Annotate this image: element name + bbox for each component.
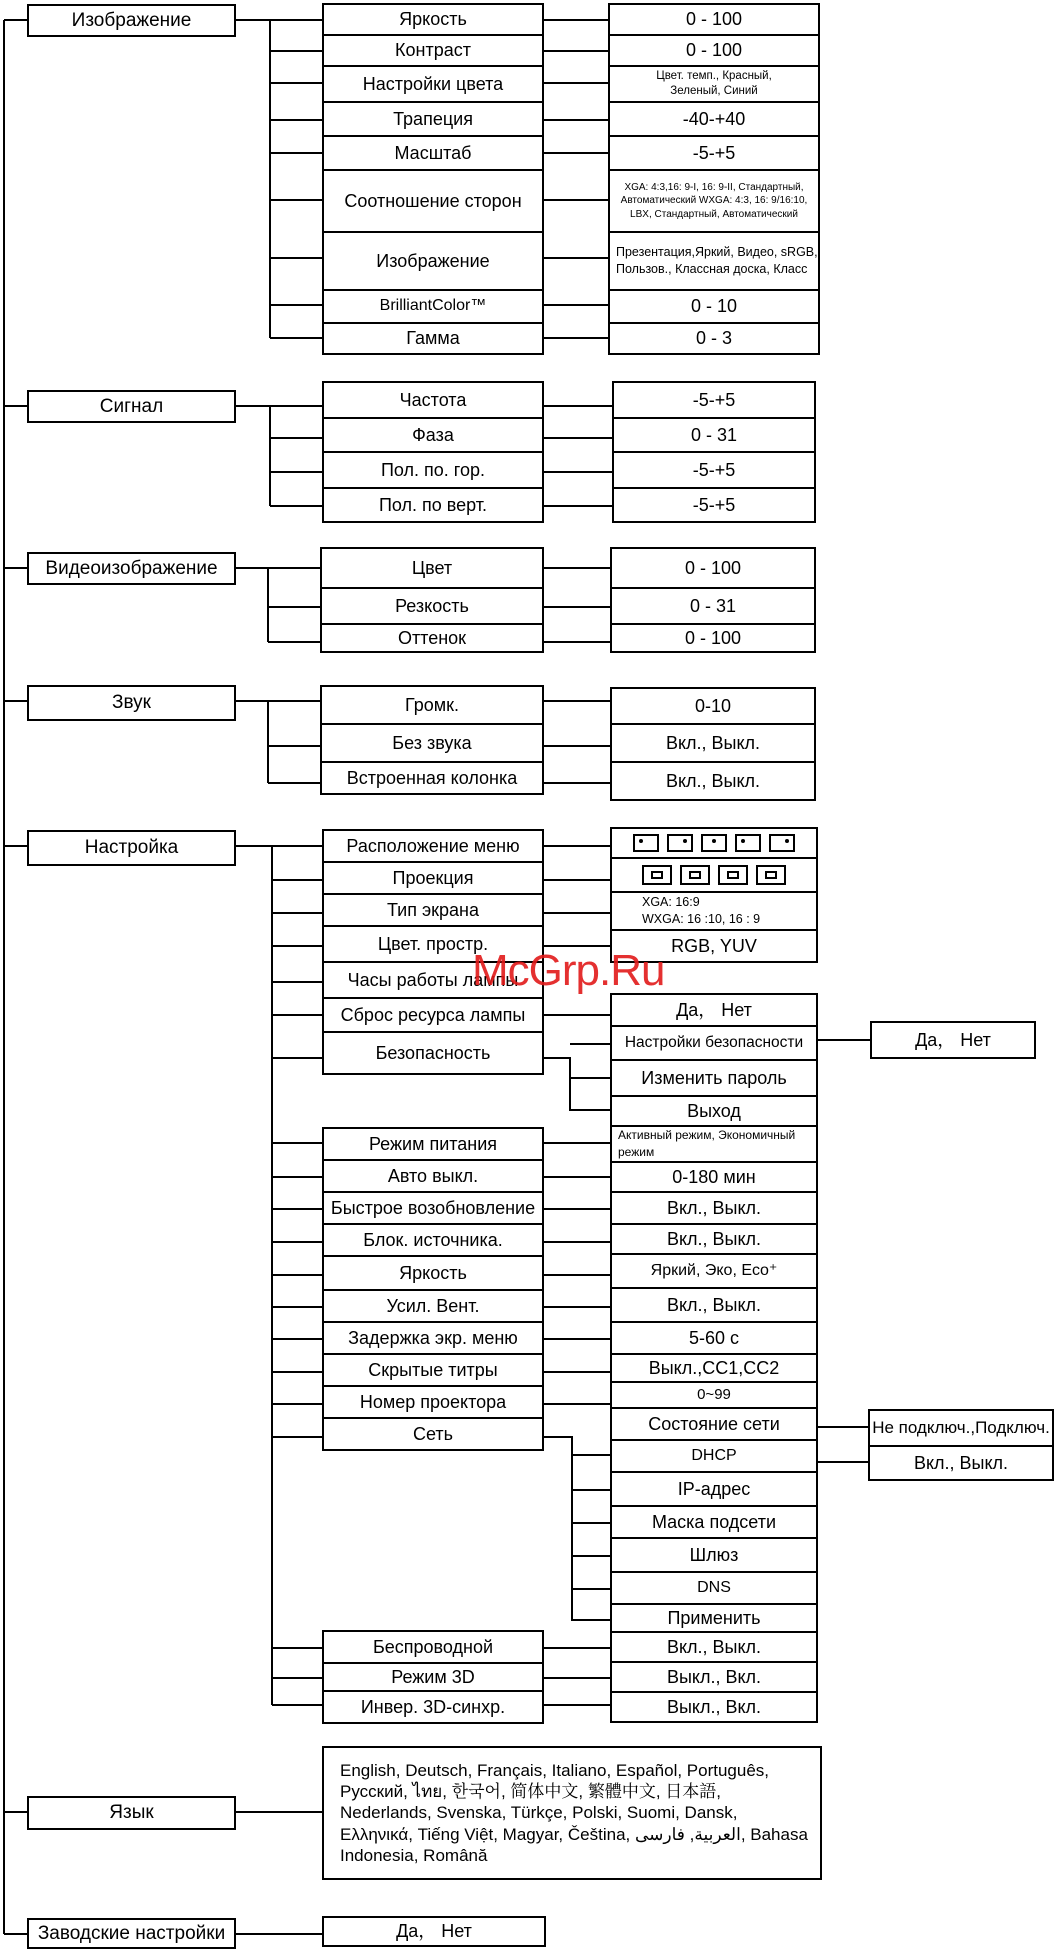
setup-item[interactable]: Скрытые титры [322,1353,544,1387]
setup-item[interactable]: Инвер. 3D-синхр. [322,1690,544,1724]
dns[interactable]: DNS [610,1571,818,1605]
projection-rear-icon [680,865,710,885]
setup-item[interactable]: Яркость [322,1255,544,1291]
setup-item[interactable]: Сброс ресурса лампы [322,997,544,1033]
setup-value: Вкл., Выкл. [610,1287,818,1323]
image-item[interactable]: Контраст [322,34,544,67]
setup-item[interactable]: Сеть [322,1417,544,1451]
dhcp[interactable]: DHCP [610,1439,818,1473]
signal-item[interactable]: Пол. по верт. [322,487,544,523]
image-value: Презентация,Яркий, Видео, sRGB, Пользов., Классная доска, Класс [608,231,820,291]
menu-factory-reset[interactable]: Заводские настройки [27,1918,236,1949]
image-value: -40-+40 [608,101,820,137]
sound-value: 0-10 [610,687,816,725]
menu-top-right-icon [667,834,693,852]
image-value: -5-+5 [608,135,820,171]
video-value: 0 - 100 [610,623,816,653]
projection-ceiling-front-icon [718,865,748,885]
security-exit[interactable]: Выход [610,1095,818,1127]
video-item[interactable]: Оттенок [320,623,544,653]
setup-value: Вкл., Выкл. [610,1223,818,1255]
factory-reset-value: Да， Нет [322,1916,546,1947]
image-value: XGA: 4:3,16: 9-I, 16: 9-II, Стандартный, Автоматический WXGA: 4:3, 16: 9/16:10, LBX, Стандартный, Автоматический [608,169,820,233]
image-value: 0 - 3 [608,322,820,355]
setup-item[interactable]: Номер проектора [322,1385,544,1419]
dhcp-value: Вкл., Выкл. [868,1445,1054,1481]
image-item[interactable]: BrilliantColor™ [322,289,544,324]
setup-item[interactable]: Режим питания [322,1127,544,1161]
image-value: 0 - 100 [608,3,820,36]
setup-item[interactable]: Проекция [322,861,544,895]
image-item[interactable]: Гамма [322,322,544,355]
sound-item[interactable]: Без звука [320,723,544,763]
setup-value: Выкл.,CC1,CC2 [610,1353,818,1383]
signal-value: -5-+5 [612,487,816,523]
image-item[interactable]: Масштаб [322,135,544,171]
watermark-text: McGrp.Ru [472,946,665,995]
sound-item[interactable]: Встроенная колонка [320,761,544,795]
menu-language[interactable]: Язык [27,1796,236,1830]
signal-value: -5-+5 [612,451,816,489]
setup-item[interactable]: Часы работы лампы [322,961,544,999]
menu-bottom-right-icon [769,834,795,852]
projection-icons [642,865,786,885]
signal-value: 0 - 31 [612,417,816,453]
signal-item[interactable]: Пол. по. гор. [322,451,544,489]
projection-options [610,857,818,893]
setup-item[interactable]: Цвет. простр. [322,925,544,963]
menu-center-icon [701,834,727,852]
signal-item[interactable]: Частота [322,381,544,419]
lamp-reset-value: Да， Нет [610,993,818,1027]
language-list: English, Deutsch, Français, Italiano, Español, Português, Русский, ไทย, 한국어, 简体中文, 繁體中文, 日本語, Nederlands, Svenska, Türkçe, Polski, Suomi, Dansk, Ελληνικά, Tiếng Việt, Magyar, Čeština, العربية, فارسی, Bahasa Indonesia, Română [322,1746,822,1880]
setup-value: Вкл., Выкл. [610,1191,818,1225]
setup-value: 0~99 [610,1381,818,1409]
network-status[interactable]: Состояние сети [610,1407,818,1441]
signal-value: -5-+5 [612,381,816,419]
setup-value: Яркий, Эко, Eco⁺ [610,1253,818,1289]
power-mode-value: Активный режим, Экономичный режим [610,1125,818,1163]
setup-item[interactable]: Быстрое возобновление [322,1191,544,1225]
wireless-value: Вкл., Выкл. [610,1631,818,1663]
menu-video[interactable]: Видеоизображение [27,552,236,585]
setup-item[interactable]: Безопасность [322,1031,544,1075]
setup-value: 0-180 мин [610,1161,818,1193]
screen-type-values [610,891,818,931]
sound-value: Вкл., Выкл. [610,761,816,801]
setup-item[interactable]: Расположение меню [322,829,544,863]
video-value: 0 - 100 [610,547,816,589]
image-value: Цвет. темп., Красный, Зеленый, Синий [608,65,820,103]
security-settings-value: Да， Нет [870,1021,1036,1059]
3d-sync-invert-value: Выкл., Вкл. [610,1691,818,1723]
network-apply[interactable]: Применить [610,1603,818,1633]
setup-item[interactable]: Тип экрана [322,893,544,927]
security-settings[interactable]: Настройки безопасности [610,1025,818,1061]
setup-item[interactable]: Усил. Вент. [322,1289,544,1323]
image-item[interactable]: Трапеция [322,101,544,137]
image-item[interactable]: Яркость [322,3,544,36]
setup-item[interactable]: Беспроводной [322,1630,544,1664]
image-item[interactable]: Соотношение сторон [322,169,544,233]
projection-ceiling-rear-icon [756,865,786,885]
setup-item[interactable]: Авто выкл. [322,1159,544,1193]
change-password[interactable]: Изменить пароль [610,1059,818,1097]
menu-signal[interactable]: Сигнал [27,390,236,423]
menu-image[interactable]: Изображение [27,4,236,37]
image-value: 0 - 10 [608,289,820,324]
image-item[interactable]: Изображение [322,231,544,291]
ip-address[interactable]: IP-адрес [610,1471,818,1507]
image-item[interactable]: Настройки цвета [322,65,544,103]
setup-item[interactable]: Режим 3D [322,1662,544,1692]
sound-item[interactable]: Громк. [320,685,544,725]
screen-type-wxga: WXGA: 16 :10, 16 : 9 [642,912,761,926]
setup-item[interactable]: Задержка экр. меню [322,1321,544,1355]
image-items-column [322,3,544,354]
video-item[interactable]: Цвет [320,547,544,589]
menu-location-options [610,827,818,859]
menu-location-icons [633,834,795,852]
video-value: 0 - 31 [610,587,816,625]
setup-item[interactable]: Блок. источника. [322,1223,544,1257]
menu-top-left-icon [633,834,659,852]
menu-setup[interactable]: Настройка [27,830,236,866]
projection-front-icon [642,865,672,885]
screen-type-xga: XGA: 16:9 [642,895,700,910]
image-value: 0 - 100 [608,34,820,67]
setup-value: 5-60 с [610,1321,818,1355]
sound-value: Вкл., Выкл. [610,723,816,763]
color-space-value: RGB, YUV [610,929,818,963]
3d-mode-value: Выкл., Вкл. [610,1661,818,1693]
subnet-mask[interactable]: Маска подсети [610,1505,818,1539]
menu-sound[interactable]: Звук [27,685,236,721]
signal-item[interactable]: Фаза [322,417,544,453]
image-values-column [608,3,820,354]
video-item[interactable]: Резкость [320,587,544,625]
gateway[interactable]: Шлюз [610,1537,818,1573]
network-status-value: Не подключ.,Подключ. [868,1409,1054,1447]
menu-bottom-left-icon [735,834,761,852]
